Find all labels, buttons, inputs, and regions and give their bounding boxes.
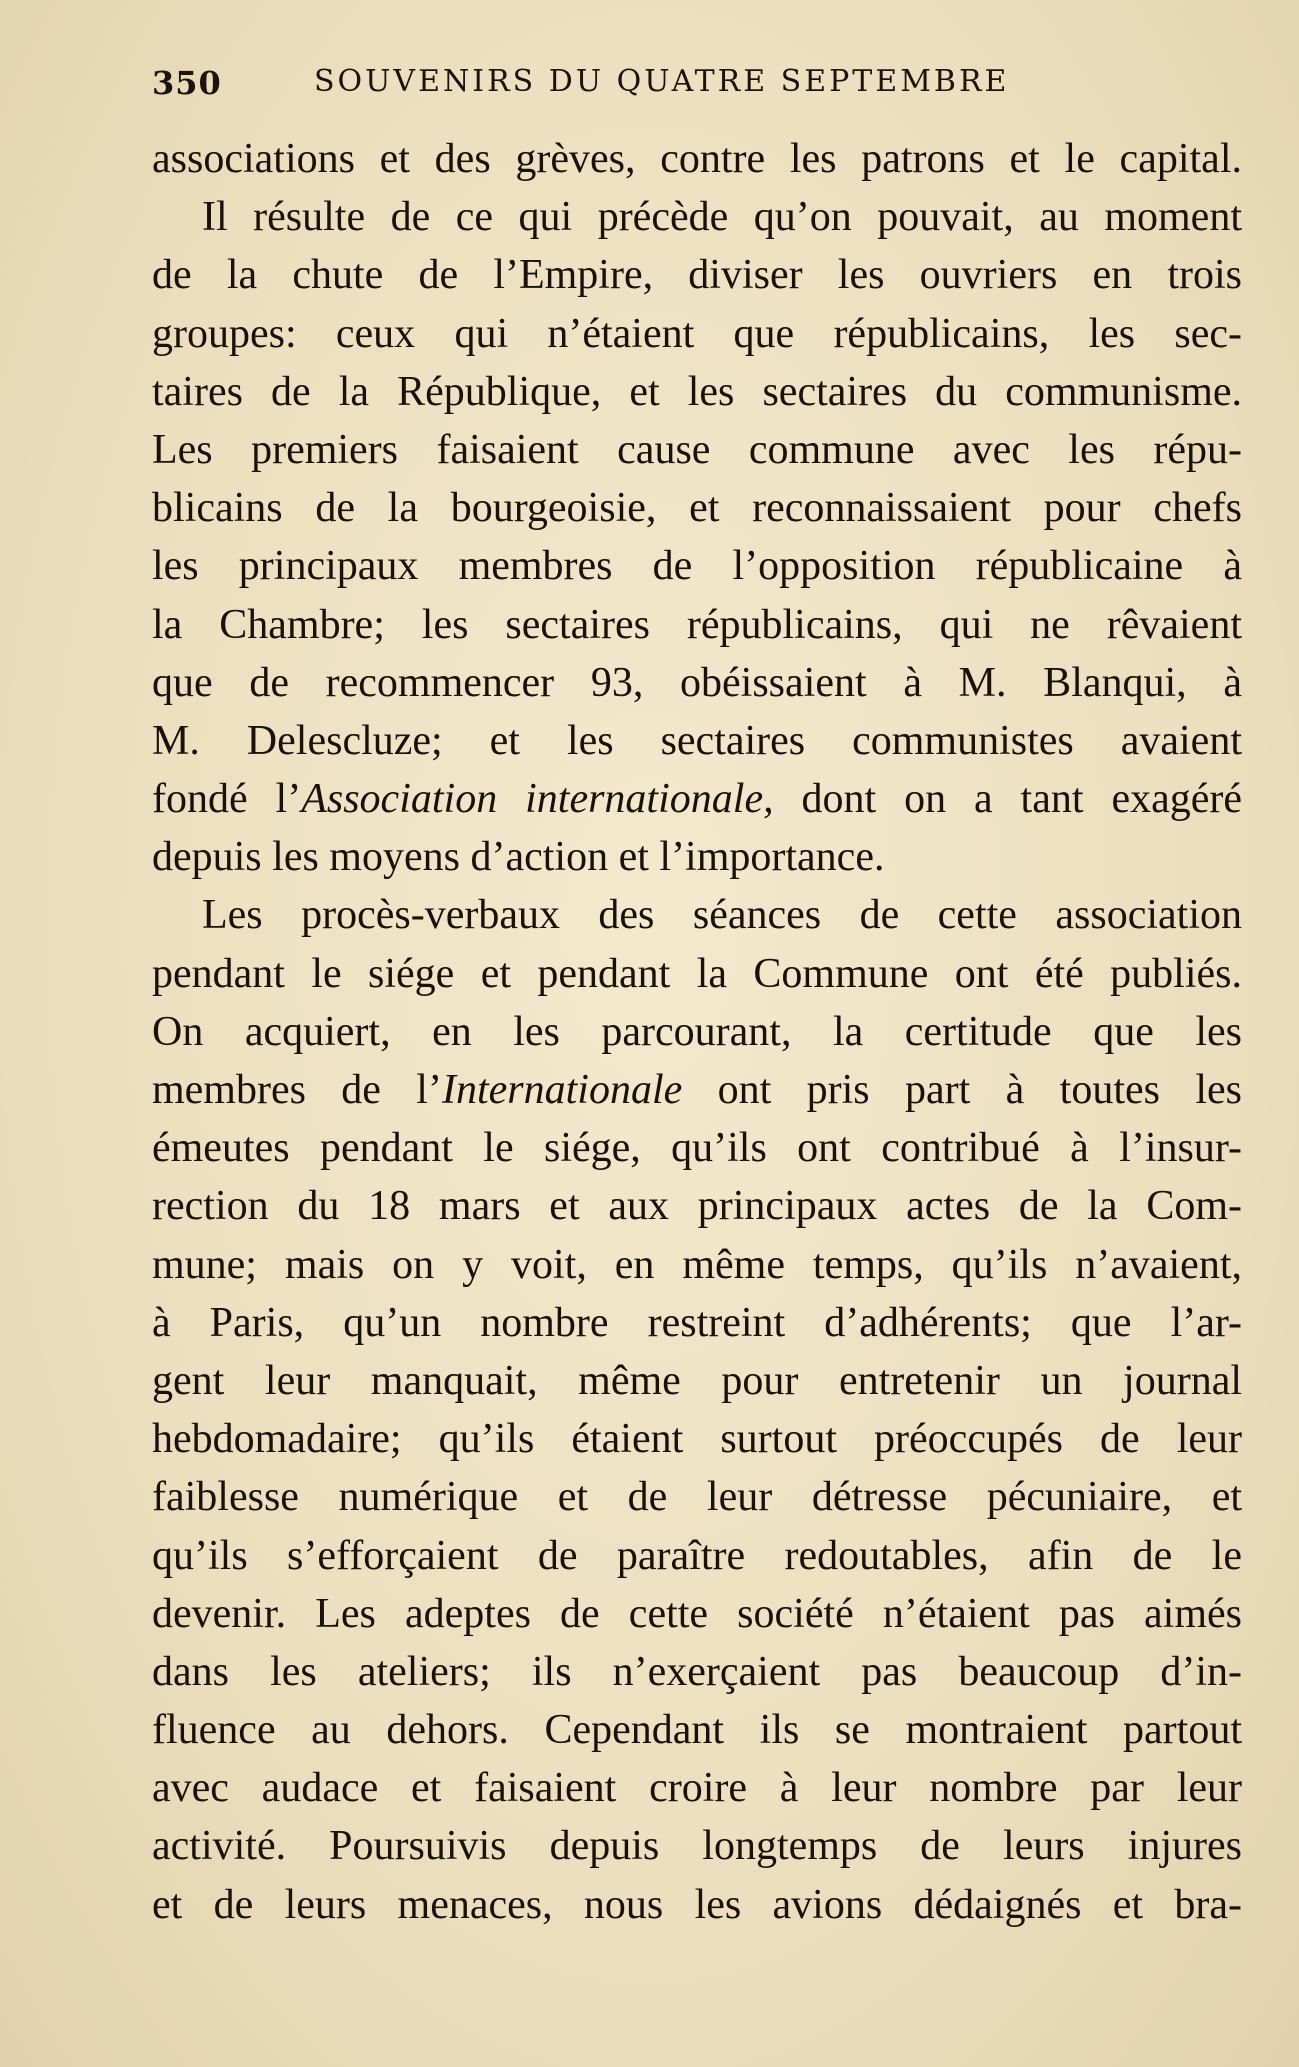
text-line: M. Delescluze; et les sectaires communistes avaient (152, 717, 1242, 764)
text-line: rection du 18 mars et aux principaux actes de la Com- (152, 1183, 1242, 1230)
italic-title: Association internationale, (301, 776, 774, 823)
text-line: Les procès-verbaux des séances de cette association (202, 892, 1242, 939)
text-line: taires de la République, et les sectaires du communisme. (152, 368, 1242, 415)
body-text (152, 130, 1242, 1934)
text-line: faiblesse numérique et de leur détresse pécuniaire, et (152, 1474, 1242, 1521)
text-fragment: dont on a tant exagéré (773, 776, 1242, 823)
text-fragment: ont pris part à toutes les (682, 1067, 1242, 1113)
text-line: Les premiers faisaient cause commune avec les répu- (152, 426, 1242, 473)
text-line (152, 770, 1242, 828)
text-line: et de leurs menaces, nous les avions dédaignés et bra- (152, 1881, 1242, 1928)
text-line: On acquiert, en les parcourant, la certitude que les (152, 1008, 1242, 1055)
text-line: que de recommencer 93, obéissaient à M. Blanqui, à (152, 659, 1242, 706)
italic-title: Internationale (441, 1067, 683, 1113)
page-header (152, 58, 1082, 118)
text-fragment: membres de l’ (152, 1067, 442, 1113)
text-line: avec audace et faisaient croire à leur nombre par leur (152, 1765, 1242, 1812)
text-line: depuis les moyens d’action et l’importance. (152, 834, 885, 881)
text-line (152, 1061, 1242, 1119)
text-line: émeutes pendant le siége, qu’ils ont contribué à l’insur- (152, 1125, 1242, 1172)
text-line: devenir. Les adeptes de cette société n’étaient pas aimés (152, 1590, 1242, 1637)
text-line: blicains de la bourgeoisie, et reconnaissaient pour chefs (152, 485, 1242, 532)
running-title: SOUVENIRS DU QUATRE SEPTEMBRE (314, 64, 1010, 99)
text-line: dans les ateliers; ils n’exerçaient pas beaucoup d’in- (152, 1648, 1242, 1695)
text-line: de la chute de l’Empire, diviser les ouvriers en trois (152, 252, 1242, 299)
text-line: Il résulte de ce qui précède qu’on pouvait, au moment (202, 194, 1242, 241)
text-line: hebdomadaire; qu’ils étaient surtout préoccupés de leur (152, 1416, 1242, 1463)
text-line: activité. Poursuivis depuis longtemps de leurs injures (152, 1823, 1242, 1870)
page-number: 350 (152, 64, 222, 102)
text-line: associations et des grèves, contre les patrons et le capital. (152, 136, 1242, 182)
text-line: les principaux membres de l’opposition républicaine à (152, 543, 1242, 590)
text-line: gent leur manquait, même pour entretenir un journal (152, 1357, 1242, 1404)
text-line: qu’ils s’efforçaient de paraître redoutables, afin de le (152, 1532, 1242, 1579)
text-line: la Chambre; les sectaires républicains, qui ne rêvaient (152, 601, 1242, 648)
text-fragment: fondé l’ (152, 776, 302, 823)
text-line: fluence au dehors. Cependant ils se montraient partout (152, 1707, 1242, 1754)
text-line: pendant le siége et pendant la Commune ont été publiés. (152, 950, 1242, 997)
text-line: groupes: ceux qui n’étaient que républicains, les sec- (152, 310, 1242, 357)
text-line: à Paris, qu’un nombre restreint d’adhérents; que l’ar- (152, 1299, 1242, 1346)
text-line: mune; mais on y voit, en même temps, qu’ils n’avaient, (152, 1241, 1242, 1288)
